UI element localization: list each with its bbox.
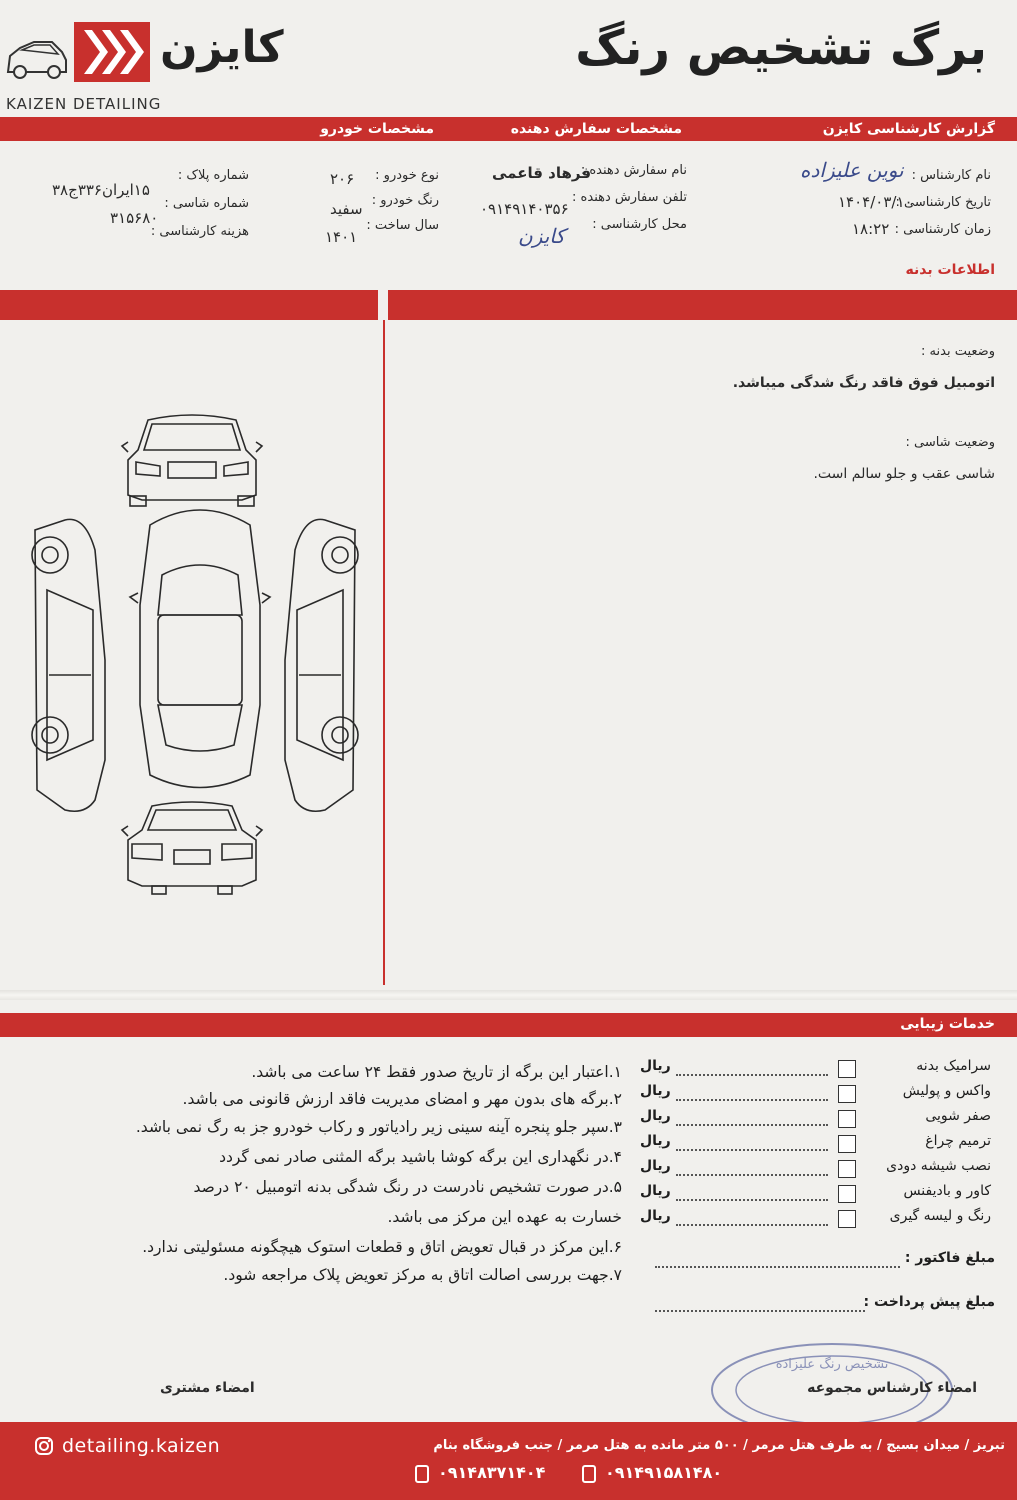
car-top-view xyxy=(130,510,270,788)
term-item: ۳.سپر جلو پنجره آینه سینی زیر رادیاتور و رکاب خودرو جز به رگ نمی باشد. xyxy=(135,1118,622,1136)
car-right-side-view xyxy=(285,519,358,811)
phone-icon xyxy=(413,1465,431,1483)
service-label: نصب شیشه دودی xyxy=(886,1158,991,1174)
invoice-amount-field[interactable] xyxy=(655,1266,900,1268)
client-name-label: نام سفارش دهنده : xyxy=(580,163,687,178)
section-car: مشخصات خودرو xyxy=(320,121,434,137)
service-checkbox[interactable] xyxy=(838,1135,856,1153)
time-value: ۱۸:۲۲ xyxy=(852,220,890,238)
term-item: ۷.جهت بررسی اصالت اتاق به مرکز تعویض پلاک مراجعه شود. xyxy=(223,1266,622,1284)
paper-fold xyxy=(0,990,1017,1000)
cost-label: هزینه کارشناسی : xyxy=(150,224,249,239)
service-amount-field[interactable] xyxy=(676,1074,828,1076)
cost-value: ۳۱۵۶۸۰ xyxy=(110,209,159,227)
car-left-side-view xyxy=(32,519,105,811)
car-front-view xyxy=(122,415,262,506)
customer-signature-label: امضاء مشتری xyxy=(160,1380,255,1396)
phone-icon xyxy=(580,1465,598,1483)
car-rear-view xyxy=(122,802,262,894)
service-amount-field[interactable] xyxy=(676,1174,828,1176)
service-label: کاور و بادیفنس xyxy=(903,1183,991,1199)
chassis-status-value: شاسی عقب و جلو سالم است. xyxy=(813,466,995,482)
service-amount-field[interactable] xyxy=(676,1149,828,1151)
section-client: مشخصات سفارش دهنده xyxy=(510,121,682,137)
term-item: ۵.در صورت تشخیص نادرست در رنگ شدگی بدنه اتومبیل ۲۰ درصد xyxy=(193,1178,622,1196)
body-status-value: اتومبیل فوق فاقد رنگ شدگی میباشد. xyxy=(732,375,995,391)
chassis-label: شماره شاسی : xyxy=(164,196,249,211)
service-amount-field[interactable] xyxy=(676,1099,828,1101)
service-label: واکس و پولیش xyxy=(902,1083,991,1099)
body-status-label: وضعیت بدنه : xyxy=(921,344,995,359)
chevrons-logo-icon xyxy=(74,22,150,82)
section-report: گزارش کارشناسی کایزن xyxy=(822,121,995,137)
footer-phone-2[interactable]: ۰۹۱۴۸۳۷۱۴۰۴ xyxy=(438,1463,546,1482)
svg-text:تشخیص رنگ علیزاده: تشخیص رنگ علیزاده xyxy=(775,1357,889,1372)
instagram-icon xyxy=(34,1436,54,1456)
footer-address: تبریز / میدان بسیج / به طرف هتل مرمر / ۵۰۰ متر مانده به هتل مرمر / جنب فروشگاه بنام xyxy=(433,1438,1005,1453)
service-amount-field[interactable] xyxy=(676,1199,828,1201)
service-label: ترمیم چراغ xyxy=(925,1133,991,1149)
section-services: خدمات زیبایی xyxy=(900,1016,995,1032)
prepay-label: مبلغ پیش پرداخت : xyxy=(863,1294,995,1310)
currency-label: ریال xyxy=(640,1058,671,1074)
car-color-value: سفید xyxy=(330,200,363,218)
services-band xyxy=(0,1013,1017,1037)
term-item: ۶.این مرکز در قبال تعویض اتاق و قطعات استوک هیچگونه مسئولیتی ندارد. xyxy=(142,1238,622,1256)
currency-label: ریال xyxy=(640,1133,671,1149)
service-checkbox[interactable] xyxy=(838,1210,856,1228)
chassis-status-label: وضعیت شاسی : xyxy=(905,435,995,450)
footer-band xyxy=(0,1422,1017,1500)
service-amount-field[interactable] xyxy=(676,1224,828,1226)
time-label: زمان کارشناسی : xyxy=(894,222,991,237)
service-amount-field[interactable] xyxy=(676,1124,828,1126)
section-body-info: اطلاعات بدنه xyxy=(905,262,995,278)
car-year-value: ۱۴۰۱ xyxy=(325,228,358,246)
prepay-amount-field[interactable] xyxy=(655,1310,865,1312)
currency-label: ریال xyxy=(640,1108,671,1124)
divider-line xyxy=(383,320,385,985)
car-type-value: ۲۰۶ xyxy=(330,170,355,188)
expert-name-value: نوین علیزاده xyxy=(800,158,904,182)
car-diagram xyxy=(20,405,375,905)
date-value: ۱۴۰۴/۰۳/۱۰ xyxy=(838,193,913,211)
service-checkbox[interactable] xyxy=(838,1110,856,1128)
currency-label: ریال xyxy=(640,1083,671,1099)
service-checkbox[interactable] xyxy=(838,1060,856,1078)
car-color-label: رنگ خودرو : xyxy=(371,193,439,208)
service-label: صفر شویی xyxy=(925,1108,991,1124)
car-year-label: سال ساخت : xyxy=(366,218,439,233)
service-label: رنگ و لیسه گیری xyxy=(889,1208,991,1224)
plate-value: ۱۵ایران۳۳۶ج۳۸ xyxy=(52,181,150,199)
car-logo-icon xyxy=(4,26,70,88)
currency-label: ریال xyxy=(640,1183,671,1199)
currency-label: ریال xyxy=(640,1208,671,1224)
service-label: سرامیک بدنه xyxy=(916,1058,991,1074)
plate-label: شماره پلاک : xyxy=(177,168,249,183)
brand-logo-text: کایزن xyxy=(160,22,284,73)
service-checkbox[interactable] xyxy=(838,1160,856,1178)
invoice-label: مبلغ فاکتور : xyxy=(904,1250,995,1266)
client-phone-label: تلفن سفارش دهنده : xyxy=(572,190,687,205)
brand-english: KAIZEN DETAILING xyxy=(6,95,162,113)
term-item: خسارت به عهده این مرکز می باشد. xyxy=(387,1208,622,1226)
car-type-label: نوع خودرو : xyxy=(375,168,439,183)
expert-signature-label: امضاء کارشناس مجموعه xyxy=(807,1380,977,1396)
place-value: کایزن xyxy=(518,224,565,248)
term-item: ۴.در نگهداری این برگه کوشا باشید برگه المثنی صادر نمی گردد xyxy=(219,1148,622,1166)
service-checkbox[interactable] xyxy=(838,1185,856,1203)
client-phone-value: ۰۹۱۴۹۱۴۰۳۵۶ xyxy=(480,200,569,218)
currency-label: ریال xyxy=(640,1158,671,1174)
body-band xyxy=(0,290,1017,320)
term-item: ۲.برگه های بدون مهر و امضای مدیریت فاقد ارزش قانونی می باشد. xyxy=(182,1090,622,1108)
place-label: محل کارشناسی : xyxy=(592,217,687,232)
footer-phone-1[interactable]: ۰۹۱۴۹۱۵۸۱۴۸۰ xyxy=(605,1463,723,1482)
date-label: تاریخ کارشناسی : xyxy=(895,195,991,210)
term-item: ۱.اعتبار این برگه از تاریخ صدور فقط ۲۴ ساعت می باشد. xyxy=(251,1063,622,1081)
expert-name-label: نام کارشناس : xyxy=(911,168,991,183)
band-gap xyxy=(378,290,388,320)
client-name-value: فرهاد قاعمی xyxy=(492,164,592,182)
form-title: برگ تشخیص رنگ xyxy=(575,20,987,76)
service-checkbox[interactable] xyxy=(838,1085,856,1103)
instagram-handle[interactable]: detailing.kaizen xyxy=(62,1435,221,1457)
